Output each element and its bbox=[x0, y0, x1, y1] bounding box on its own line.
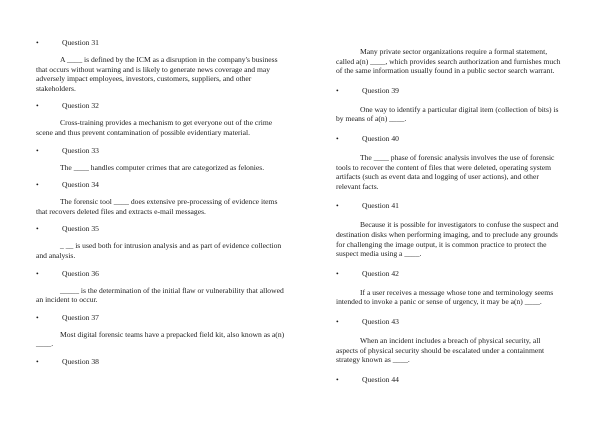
question-number: Question 44 bbox=[362, 374, 399, 384]
question-item bbox=[336, 375, 564, 385]
question-text: Most digital forensic teams have a prepacked field kit, also known as a(n) ____. bbox=[36, 329, 285, 349]
question-item bbox=[36, 357, 290, 367]
question-item bbox=[36, 180, 290, 216]
question-number: Question 34 bbox=[62, 180, 99, 190]
question-label bbox=[336, 317, 564, 327]
question-text: A ____ is defined by the ICM as a disruption in the company's business that occurs without warning and is likely to generate news coverage and may adversely impact employees, investors, customers, suppliers, and other stakeholders. bbox=[36, 55, 278, 93]
bullet-icon: • bbox=[36, 38, 39, 47]
question-label bbox=[336, 201, 564, 211]
bullet-icon: • bbox=[336, 374, 339, 384]
question-item bbox=[336, 86, 564, 124]
bullet-icon: • bbox=[36, 145, 39, 155]
question-item bbox=[36, 269, 290, 305]
question-item bbox=[36, 101, 290, 137]
question-label bbox=[36, 146, 290, 156]
question-number: Question 37 bbox=[62, 312, 99, 322]
question-item bbox=[336, 47, 564, 76]
bullet-icon: • bbox=[36, 312, 39, 322]
left-column bbox=[36, 38, 290, 367]
question-item bbox=[36, 313, 290, 349]
question-number: Question 35 bbox=[62, 224, 99, 234]
question-label bbox=[36, 313, 290, 323]
bullet-icon: • bbox=[336, 316, 339, 326]
question-text: When an incident includes a breach of physical security, all aspects of physical security should be escalated under a containment strategy known as ____. bbox=[336, 335, 545, 365]
question-number: Question 41 bbox=[362, 201, 399, 211]
question-label bbox=[36, 101, 290, 111]
bullet-icon: • bbox=[336, 201, 339, 211]
question-text: The ____ handles computer crimes that are categorized as felonies. bbox=[60, 162, 265, 172]
bullet-icon: • bbox=[336, 133, 339, 143]
question-label bbox=[36, 180, 290, 190]
question-item bbox=[36, 146, 290, 173]
question-number: Question 38 bbox=[62, 356, 99, 366]
question-item bbox=[36, 38, 290, 93]
question-number: Question 40 bbox=[362, 133, 399, 143]
question-number: Question 33 bbox=[62, 145, 99, 155]
question-text: One way to identify a particular digital item (collection of bits) is by means of a(n) ____. bbox=[336, 104, 559, 124]
question-text: Many private sector organizations require a formal statement, called a(n) ____, which provides search authorization and furnishes much of the same information usually found in a public sector search warrant. bbox=[336, 47, 561, 76]
question-label bbox=[336, 375, 564, 385]
question-text: The forensic tool ____ does extensive pre-processing of evidence items that recovers deleted files and extracts e-mail messages. bbox=[36, 197, 278, 216]
question-label bbox=[36, 357, 290, 367]
bullet-icon: • bbox=[336, 268, 339, 278]
question-text: Cross-training provides a mechanism to get everyone out of the crime scene and thus prevent contamination of possible evidentiary material. bbox=[36, 118, 273, 137]
right-column bbox=[336, 38, 564, 385]
question-text: Because it is possible for investigators to confuse the suspect and destination disks when performing imaging, and to preclude any grounds for challenging the image output, it is common practice to protect the suspect media using a ____. bbox=[336, 220, 559, 259]
question-text: If a user receives a message whose tone and terminology seems intended to invoke a panic or sense of urgency, it may be a(n) ____. bbox=[336, 287, 554, 307]
bullet-icon: • bbox=[336, 85, 339, 95]
bullet-icon: • bbox=[36, 224, 39, 234]
question-label bbox=[36, 269, 290, 279]
bullet-icon: • bbox=[36, 180, 39, 190]
question-number: Question 42 bbox=[362, 268, 399, 278]
bullet-icon: • bbox=[36, 268, 39, 278]
question-item bbox=[336, 269, 564, 307]
question-label bbox=[36, 224, 290, 234]
bullet-icon: • bbox=[36, 101, 39, 111]
bullet-icon: • bbox=[36, 356, 39, 366]
question-number: Question 43 bbox=[362, 316, 399, 326]
question-text: _____ is the determination of the initial flaw or vulnerability that allowed an incident to occur. bbox=[36, 285, 284, 305]
question-item bbox=[336, 317, 564, 365]
question-number: Question 36 bbox=[62, 268, 99, 278]
question-label bbox=[336, 134, 564, 144]
question-label bbox=[36, 38, 290, 48]
question-item bbox=[336, 201, 564, 258]
question-text: _ __ is used both for intrusion analysis and as part of evidence collection and analysis. bbox=[36, 241, 282, 260]
question-number: Question 39 bbox=[362, 85, 399, 95]
question-number: Question 31 bbox=[62, 38, 99, 47]
question-text: The ____ phase of forensic analysis involves the use of forensic tools to recover the content of files that were deleted, operating system artifacts (such as event data and logging of user actions), and other relevant facts. bbox=[336, 152, 555, 191]
question-label bbox=[336, 86, 564, 96]
question-number: Question 32 bbox=[62, 101, 99, 111]
question-label bbox=[336, 269, 564, 279]
question-item bbox=[336, 134, 564, 191]
question-item bbox=[36, 224, 290, 260]
